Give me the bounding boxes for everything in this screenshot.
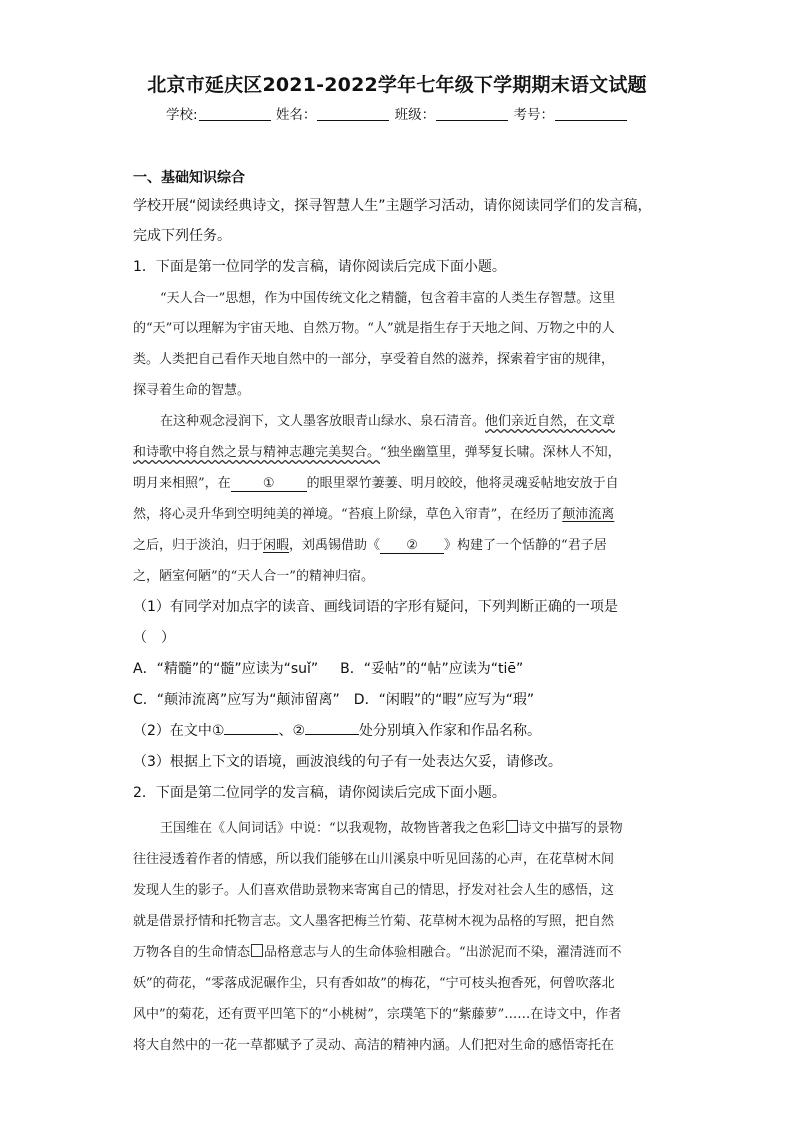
number-label: 考号：: [513, 107, 554, 123]
passage-3-line: 往往浸透着作者的情感，所以我们能够在山川溪泉中听见回荡的心声，在花草树木间: [133, 852, 615, 867]
passage-2-line: [133, 503, 614, 522]
subquestion-text: 处分别填入作家和作品名称。: [359, 723, 542, 739]
passage-2-line: [133, 441, 621, 460]
wavy-sentence: 他们亲近自然，在文章: [485, 414, 616, 429]
name-blank[interactable]: [317, 107, 389, 121]
passage-2-line: [160, 410, 615, 429]
section-heading: 一、基础知识综合: [133, 170, 245, 186]
passage-text: “独坐幽篁里，弹琴复长啸。深林人不知，: [380, 445, 621, 460]
passage-1-line: 类。人类把自己看作天地自然中的一部分，享受着自然的滋养，探索着宇宙的规律，: [133, 352, 615, 367]
answer-bracket[interactable]: （ ）: [133, 630, 175, 646]
missing-punctuation-box[interactable]: [506, 820, 518, 833]
wavy-sentence: 和诗歌中将自然之景与精神志趣完美契合。: [133, 445, 381, 460]
passage-text: 之后，归于淡泊，归于: [133, 538, 264, 553]
number-blank[interactable]: [555, 107, 627, 121]
intro-line: 完成下列任务。: [133, 228, 231, 244]
passage-3-line: [133, 941, 622, 960]
passage-text: 万物各自的生命情态: [133, 945, 251, 960]
page-title: 北京市延庆区2021-2022学年七年级下学期期末语文试题: [147, 74, 647, 96]
subquestion-1-2: [133, 720, 541, 740]
fill-blank-2[interactable]: ②: [380, 538, 444, 554]
passage-2-line: [133, 534, 607, 554]
passage-text: 然，将心灵升华到空明纯美的禅境。“苔痕上阶绿，草色入帘青”，在经历了: [133, 507, 563, 522]
passage-text: ，刘禹锡借助《: [289, 538, 381, 553]
answer-blank-1[interactable]: [224, 734, 278, 735]
option-d[interactable]: D．“闲暇”的“暇”应写为“瑕”: [353, 692, 535, 708]
passage-text: 明月来相照”，在: [133, 476, 231, 491]
class-label: 班级：: [394, 107, 436, 123]
passage-2-line: [133, 472, 619, 492]
school-label: 学校:: [166, 107, 198, 123]
passage-3-line: 就是借景抒情和托物言志。文人墨客把梅兰竹菊、花草树木视为品格的写照，把自然: [133, 914, 615, 929]
subquestion-1-3: （3）根据上下文的语境，画波浪线的句子有一处表达欠妥，请修改。: [133, 754, 562, 770]
passage-3-line: 将大自然中的一花一草都赋予了灵动、高洁的精神内涵。人们把对生命的感悟寄托在: [133, 1038, 615, 1053]
name-label: 姓名：: [275, 107, 317, 123]
underlined-word: 闲暇: [263, 538, 290, 553]
passage-3-line: 风中”的菊花，还有贾平凹笔下的“小桃树”，宗璞笔下的“紫藤萝”……在诗文中，作者: [133, 1007, 622, 1022]
options-row: [133, 658, 523, 678]
passage-text: 的眼里翠竹萋萋、明月皎皎，他将灵魂妥帖地安放于自: [306, 476, 619, 491]
answer-blank-2[interactable]: [305, 734, 359, 735]
fill-blank-1[interactable]: ①: [231, 476, 307, 492]
passage-text: 王国维在《人间词话》中说：“以我观物，故物皆著我之色彩: [160, 821, 505, 836]
passage-text: 》构建了一个恬静的“君子居: [444, 538, 607, 553]
option-a[interactable]: A．“精髓”的“髓”应读为“suǐ”: [133, 661, 319, 677]
passage-1-line: 探寻着生命的智慧。: [133, 383, 251, 398]
passage-3-line: 发现人生的影子。人们喜欢借助景物来寄寓自己的情思，抒发对社会人生的感悟，这: [133, 883, 615, 898]
option-c[interactable]: C．“颠沛流离”应写为“颠沛留离”: [133, 692, 340, 708]
passage-1-line: “天人合一”思想，作为中国传统文化之精髓，包含着丰富的人类生存智慧。这里: [160, 291, 616, 306]
subquestion-text: 、②: [278, 723, 306, 739]
option-b[interactable]: B．“妥帖”的“帖”应读为“tiē”: [340, 661, 524, 677]
passage-text: 诗文中描写的景物: [518, 821, 623, 836]
question-1-stem: 1．下面是第一位同学的发言稿，请你阅读后完成下面小题。: [133, 259, 506, 275]
passage-3-line: 妖”的荷花，“零落成泥碾作尘，只有香如故”的梅花，“宁可枝头抱香死，何曾吹落北: [133, 976, 615, 991]
student-info-row: [0, 103, 794, 123]
school-blank[interactable]: [199, 107, 271, 121]
passage-3-line: [160, 817, 623, 836]
passage-2-line: 之，陋室何陋”的“天人合一”的精神归宿。: [133, 569, 374, 584]
subquestion-text: （2）在文中①: [133, 723, 225, 739]
underlined-word: 颠沛流离: [562, 507, 615, 522]
intro-line: 学校开展“阅读经典诗文，探寻智慧人生”主题学习活动，请你阅读同学们的发言稿，: [133, 198, 652, 214]
class-blank[interactable]: [436, 107, 508, 121]
options-row: [133, 689, 534, 709]
subquestion-1-1: （1）有同学对加点字的读音、画线词语的字形有疑问，下列判断正确的一项是: [133, 599, 618, 615]
passage-text: 品格意志与人的生命体验相融合。“出淤泥而不染，濯清涟而不: [264, 945, 622, 960]
passage-text: 在这种观念浸润下，文人墨客放眼青山绿水、泉石清音。: [160, 414, 486, 429]
question-2-stem: 2．下面是第二位同学的发言稿，请你阅读后完成下面小题。: [133, 785, 506, 801]
missing-punctuation-box[interactable]: [251, 944, 263, 957]
passage-1-line: 的“天”可以理解为宇宙天地、自然万物。“人”就是指生存于天地之间、万物之中的人: [133, 321, 615, 336]
